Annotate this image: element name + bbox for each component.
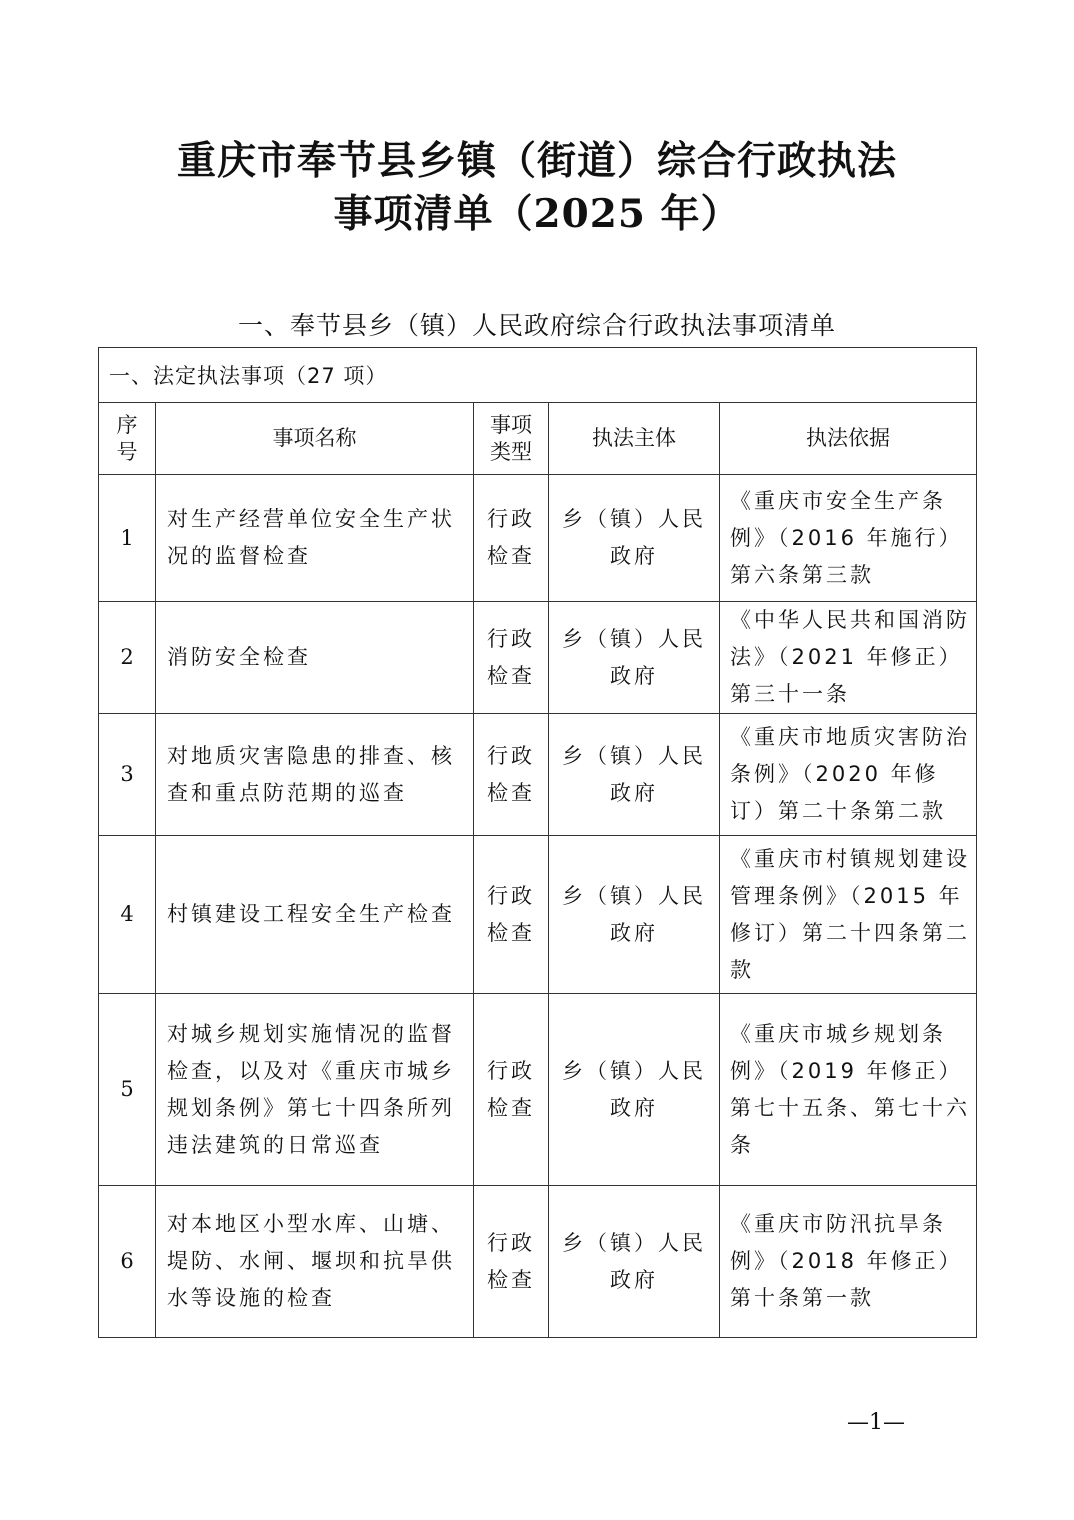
matter-type-line-2: 检查 <box>487 780 535 805</box>
matter-type <box>474 602 549 714</box>
matter-type-line-1: 行政 <box>487 1230 535 1255</box>
enforcement-basis: 《重庆市防汛抗旱条例》（2018 年修正）第十条第一款 <box>720 1186 977 1338</box>
header-basis: 执法依据 <box>720 403 977 475</box>
matter-type-line-2: 检查 <box>487 920 535 945</box>
matter-type-line-2: 检查 <box>487 1095 535 1120</box>
matter-name: 对城乡规划实施情况的监督检查，以及对《重庆市城乡规划条例》第七十四条所列违法建筑的日常巡查 <box>156 994 474 1186</box>
enforcement-subject: 乡（镇）人民政府 <box>549 602 720 714</box>
matter-type-line-1: 行政 <box>487 883 535 908</box>
header-seq-line-2: 号 <box>116 439 138 464</box>
enforcement-basis: 《中华人民共和国消防法》（2021 年修正）第三十一条 <box>720 602 977 714</box>
header-type <box>474 403 549 475</box>
matter-type <box>474 1186 549 1338</box>
enforcement-basis: 《重庆市地质灾害防治条例》（2020 年修订）第二十条第二款 <box>720 714 977 836</box>
page-number: —1— <box>847 1410 905 1435</box>
enforcement-subject: 乡（镇）人民政府 <box>549 714 720 836</box>
table-row <box>99 714 977 836</box>
matter-type-line-2: 检查 <box>487 544 535 568</box>
matter-type-line-1: 行政 <box>487 1058 535 1083</box>
table-row <box>99 836 977 994</box>
matter-type <box>474 836 549 994</box>
matter-type-line-1: 行政 <box>487 743 535 768</box>
enforcement-basis: 《重庆市村镇规划建设管理条例》（2015 年修订）第二十四条第二款 <box>720 836 977 994</box>
matter-name: 对地质灾害隐患的排查、核查和重点防范期的巡查 <box>156 714 474 836</box>
table-row <box>99 475 977 602</box>
table-row <box>99 1186 977 1338</box>
header-seq-line-1: 序 <box>116 412 138 437</box>
matter-name: 对生产经营单位安全生产状况的监督检查 <box>156 475 474 602</box>
row-number: 4 <box>99 836 156 994</box>
table-row <box>99 602 977 714</box>
matter-name: 对本地区小型水库、山塘、堤防、水闸、堰坝和抗旱供水等设施的检查 <box>156 1186 474 1338</box>
category-label: 一、法定执法事项（27 项） <box>99 348 977 403</box>
matter-type-line-1: 行政 <box>487 507 535 531</box>
header-row <box>99 403 977 475</box>
row-number: 5 <box>99 994 156 1186</box>
matter-type <box>474 714 549 836</box>
header-subject: 执法主体 <box>549 403 720 475</box>
enforcement-basis: 《重庆市城乡规划条例》（2019 年修正）第七十五条、第七十六条 <box>720 994 977 1186</box>
document-title-line-1: 重庆市奉节县乡镇（街道）综合行政执法 <box>176 138 897 184</box>
enforcement-subject: 乡（镇）人民政府 <box>549 836 720 994</box>
matter-type-line-2: 检查 <box>487 1267 535 1292</box>
enforcement-subject: 乡（镇）人民政府 <box>549 475 720 602</box>
row-number: 3 <box>99 714 156 836</box>
enforcement-subject: 乡（镇）人民政府 <box>549 994 720 1186</box>
enforcement-basis: 《重庆市安全生产条例》（2016 年施行）第六条第三款 <box>720 475 977 602</box>
row-number: 6 <box>99 1186 156 1338</box>
header-seq <box>99 403 156 475</box>
matter-type-line-2: 检查 <box>487 663 535 688</box>
row-number: 2 <box>99 602 156 714</box>
category-row <box>99 348 977 403</box>
header-type-line-1: 事项 <box>490 412 532 437</box>
header-type-line-2: 类型 <box>490 439 532 464</box>
enforcement-subject: 乡（镇）人民政府 <box>549 1186 720 1338</box>
row-number: 1 <box>99 475 156 602</box>
table-row <box>99 994 977 1186</box>
matter-type <box>474 475 549 602</box>
enforcement-matters-table <box>98 347 977 1338</box>
matter-name: 消防安全检查 <box>156 602 474 714</box>
section-title: 一、奉节县乡（镇）人民政府综合行政执法事项清单 <box>237 311 836 340</box>
header-name: 事项名称 <box>156 403 474 475</box>
matter-type-line-1: 行政 <box>487 626 535 651</box>
document-title-line-2: 事项清单（2025 年） <box>333 191 741 237</box>
matter-type <box>474 994 549 1186</box>
matter-name: 村镇建设工程安全生产检查 <box>156 836 474 994</box>
